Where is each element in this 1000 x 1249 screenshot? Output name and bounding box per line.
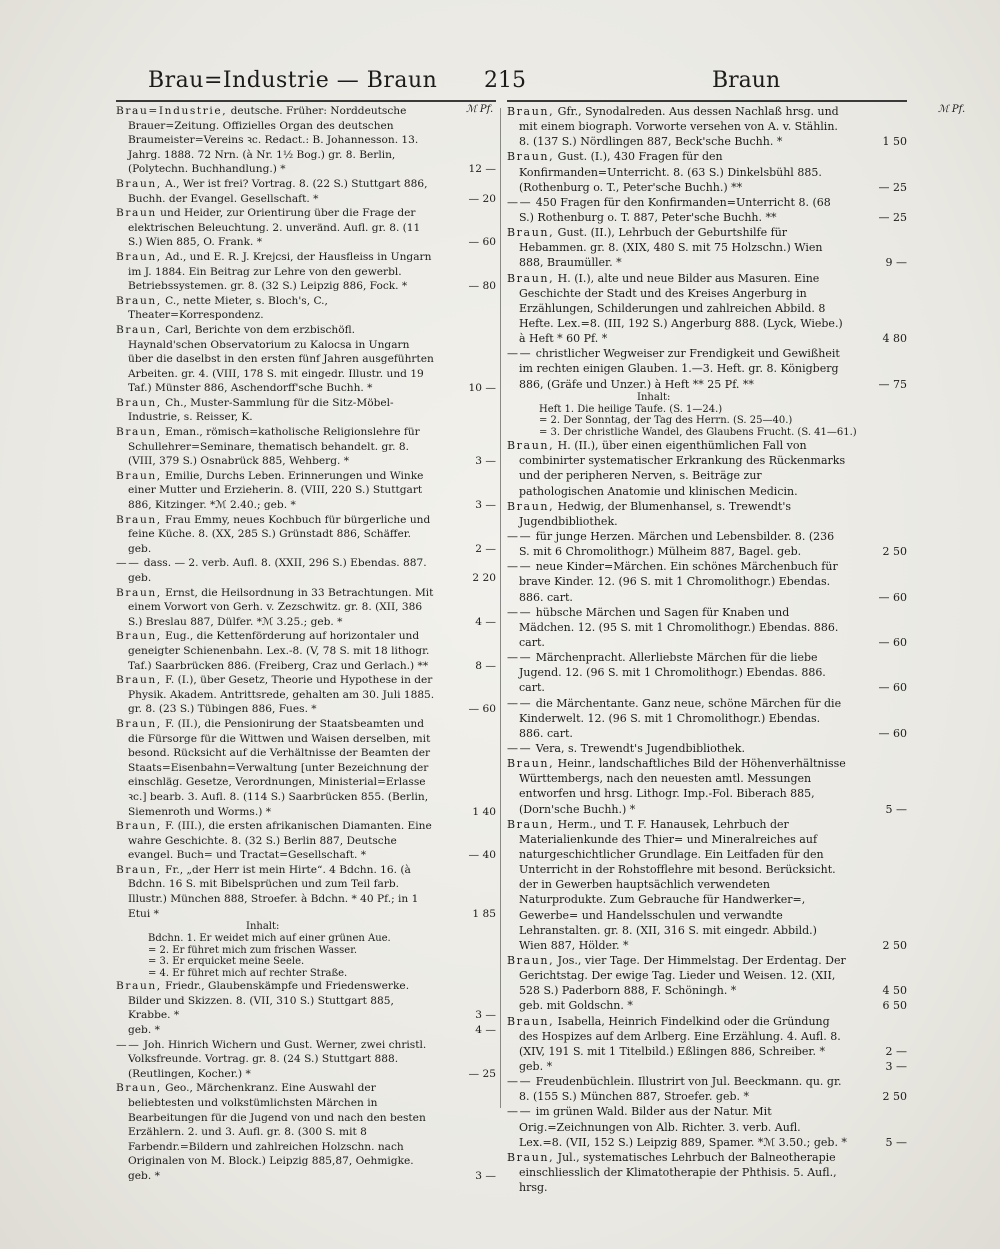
bibliography-entry bbox=[116, 717, 496, 819]
contents-title: Inhalt: bbox=[637, 391, 671, 403]
entry-text: Gust. (II.), Lehrbuch der Geburtshilfe für Hebammen. gr. 8. (XIX, 480 S. mit 75 Holzschn.) Wien 888, Braumüller. * bbox=[519, 226, 823, 270]
entry-price: — 80 bbox=[468, 280, 496, 293]
entry-text: neue Kinder=Märchen. Ein schönes Märchenbuch für brave Kinder. 12. (96 S. mit 1 Chromolithogr.) Ebendas. 886. cart. bbox=[519, 560, 838, 604]
entry-author: Braun, bbox=[116, 863, 162, 876]
entry-author: Braun, bbox=[507, 150, 555, 164]
entry-author: Braun, bbox=[116, 250, 162, 263]
header-left-title: Brau=Industrie — Braun bbox=[148, 68, 438, 93]
entry-author: Braun, bbox=[116, 294, 162, 307]
entry-text: 450 Fragen für den Konfirmanden=Unterricht 8. (68 S.) Rothenburg o. T. 887, Peter'sche Buchh. ** bbox=[519, 195, 831, 224]
entry-author: —— bbox=[507, 696, 533, 710]
header-rule-left bbox=[116, 100, 496, 102]
entry-price: 4 — bbox=[475, 1024, 496, 1037]
bibliography-entry bbox=[116, 979, 496, 1023]
bibliography-entry bbox=[507, 696, 907, 741]
entry-text: Ernst, die Heilsordnung in 33 Betrachtungen. Mit einem Vorwort von Gerh. v. Zezschwitz. gr. 8. (XII, 386 S.) Breslau 887, Dülfer. *ℳ 3.25.; geb. * bbox=[128, 586, 434, 628]
entry-author: Braun, bbox=[116, 820, 162, 833]
bibliography-entry bbox=[116, 629, 496, 673]
entry-author: Braun, bbox=[116, 323, 162, 336]
entry-text: A., Wer ist frei? Vortrag. 8. (22 S.) Stuttgart 886, Buchh. der Evangel. Gesellschaft. * bbox=[128, 177, 428, 205]
entry-author: Braun, bbox=[507, 105, 555, 118]
contents-item: Bdchn. 1. Er weidet mich auf einer grünen Aue. bbox=[148, 933, 391, 945]
entry-text: C., nette Mieter, s. Bloch's, C., Theater=Korrespondenz. bbox=[128, 294, 328, 322]
entry-text: Vera, s. Trewendt's Jugendbibliothek. bbox=[532, 741, 745, 755]
entry-price: 10 — bbox=[468, 382, 496, 395]
bibliography-entry bbox=[116, 104, 496, 177]
entry-text: Gfr., Synodalreden. Aus dessen Nachlaß hrsg. und mit einem biograph. Vorworte versehen von A. v. Stählin. 8. (137 S.) Nördlingen 887, Beck'sche Buchh. * bbox=[519, 105, 839, 149]
entry-author: —— bbox=[116, 1038, 141, 1051]
entry-author: —— bbox=[507, 195, 533, 209]
entry-author: Braun, bbox=[116, 177, 162, 190]
entry-text: H. (I.), alte und neue Bilder aus Masuren. Eine Geschichte der Stadt und des Kreises Angerburg in Erzählungen, Schilderungen und zahlreichen Abbild. 8 Hefte. Lex.=8. (III, 192 S.) Angerburg 888. (Lyck, Wiebe.) à Heft * 60 Pf. * bbox=[519, 271, 843, 346]
contents-item: = 4. Er führet mich auf rechter Straße. bbox=[148, 967, 348, 979]
currency-mark-right: ℳ Pf. bbox=[938, 104, 966, 115]
header-right-title: Braun bbox=[712, 68, 781, 93]
entry-text: geb. * bbox=[128, 1024, 160, 1037]
entry-text: H. (II.), über einen eigenthümlichen Fall von combinirter systematischer Erkrankung des Rückenmarks und der peripheren Nerven, s. Beiträge zur pathologischen Anatomie und klinischen Medicin. bbox=[519, 439, 846, 498]
entry-author: —— bbox=[507, 1105, 533, 1119]
bibliography-entry bbox=[116, 177, 496, 206]
bibliography-entry bbox=[116, 673, 496, 717]
entry-text: Emilie, Durchs Leben. Erinnerungen und Winke einer Mutter und Erzieherin. 8. (VIII, 220 S.) Stuttgart 886, Kitzinger. *ℳ 2.40.; geb. * bbox=[128, 469, 424, 512]
bibliography-entry bbox=[507, 271, 907, 347]
entry-price: 2 20 bbox=[472, 572, 496, 584]
entry-price: 1 50 bbox=[882, 135, 907, 149]
entry-price: — 25 bbox=[878, 180, 907, 194]
entry-author: Braun, bbox=[116, 513, 162, 526]
entry-price: — 60 bbox=[878, 590, 907, 604]
entry-author: Braun, bbox=[116, 717, 162, 730]
entry-text: Herm., und T. F. Hanausek, Lehrbuch der Materialienkunde des Thier= und Mineralreiches auf naturgeschichtlicher Grundlage. Ein Leitfaden für den Unterricht in der Rohstofflehre mit besond. Berücksicht. der in Gewerben hauptsächlich verwendeten Naturprodukte. Zum Gebrauche für Handwerker=, Gewerbe= und Handelsschulen und verwandte Lehranstalten. gr. 8. (XII, 316 S. mit eingedr. Abbild.) Wien 887, Hölder. * bbox=[519, 817, 836, 952]
left-column bbox=[116, 104, 496, 1184]
entry-price: — 60 bbox=[878, 681, 907, 695]
entry-author: Braun, bbox=[507, 1150, 555, 1164]
bibliography-entry bbox=[116, 513, 496, 557]
entry-author: Braun, bbox=[116, 630, 162, 643]
entry-price: 6 50 bbox=[882, 999, 907, 1013]
entry-price: — 25 bbox=[878, 210, 907, 224]
bibliography-entry bbox=[116, 323, 496, 396]
entry-author: Braun, bbox=[116, 586, 162, 599]
entry-author: —— bbox=[507, 741, 533, 755]
entry-author: —— bbox=[507, 530, 533, 544]
entry-price: 3 — bbox=[475, 1009, 496, 1022]
bibliography-entry bbox=[507, 605, 907, 650]
bibliography-entry bbox=[116, 396, 496, 425]
entry-price: 4 50 bbox=[882, 984, 907, 998]
contents-item: = 2. Der Sonntag, der Tag des Herrn. (S. 25—40.) bbox=[539, 415, 793, 427]
bibliography-entry bbox=[507, 953, 907, 998]
entry-price: 2 — bbox=[885, 1044, 907, 1058]
entry-text: geb. mit Goldschn. * bbox=[519, 999, 633, 1013]
contents-block-right bbox=[507, 392, 907, 439]
entry-author: Braun, bbox=[507, 499, 555, 513]
entry-price: 1 40 bbox=[472, 805, 496, 818]
bibliography-entry bbox=[116, 1038, 496, 1082]
entry-price: — 60 bbox=[878, 636, 907, 649]
entry-author: Braun, bbox=[116, 396, 162, 409]
entry-price: 9 — bbox=[885, 256, 907, 270]
entry-text: F. (II.), die Pensionirung der Staatsbeamten und die Fürsorge für die Wittwen und Waisen derselben, mit besond. Rücksicht auf die Verhältnisse der Beamten der Staats=Eisenbahn=Verwaltung [unter Bezeichnung der einschläg. Gesetze, Verordnungen, Ministerial=Erlasse ꝛc.] bearb. 3. Aufl. 8. (114 S.) Saarbrücken 855. (Berlin, Siemenroth und Worms.) * bbox=[128, 717, 431, 818]
entry-author: Braun, bbox=[507, 817, 555, 831]
entry-text: im grünen Wald. Bilder aus der Natur. Mit Orig.=Zeichnungen von Alb. Richter. 3. verb. Aufl. Lex.=8. (VII, 152 S.) Leipzig 889, Spamer. *ℳ 3.50.; geb. * bbox=[519, 1105, 847, 1149]
entry-text: Isabella, Heinrich Findelkind oder die Gründung des Hospizes auf dem Arlberg. Eine Erzählung. 4. Aufl. 8. (XIV, 191 S. mit 1 Titelbild.) Eßlingen 886, Schreiber. * bbox=[519, 1014, 841, 1058]
bibliography-entry bbox=[116, 425, 496, 469]
bibliography-entry bbox=[507, 499, 907, 529]
entry-text: Eug., die Kettenförderung auf horizontaler und geneigter Schienenbahn. Lex.-8. (V, 78 S. mit 18 lithogr. Taf.) Saarbrücken 886. (Freiberg, Craz und Gerlach.) ** bbox=[128, 630, 430, 672]
bibliography-entry bbox=[507, 529, 907, 559]
entry-price: 2 50 bbox=[882, 1090, 907, 1104]
bibliography-entry bbox=[507, 1014, 907, 1059]
entry-author: Braun, bbox=[116, 980, 162, 993]
column-divider bbox=[500, 108, 501, 1108]
entry-price: — 40 bbox=[468, 849, 496, 862]
right-column bbox=[507, 104, 907, 1195]
entry-price: — 60 bbox=[468, 703, 496, 716]
entry-author: —— bbox=[507, 651, 533, 665]
contents-item: = 2. Er führet mich zum frischen Wasser. bbox=[148, 944, 358, 956]
entry-author: Brau=Industrie, bbox=[116, 105, 228, 117]
entry-price: 2 50 bbox=[882, 938, 907, 952]
entry-text: Freudenbüchlein. Illustrirt von Jul. Beeckmann. qu. gr. 8. (155 S.) München 887, Stroefer. geb. * bbox=[519, 1075, 842, 1104]
entry-author: Braun, bbox=[507, 953, 555, 967]
entry-text: Gust. (I.), 430 Fragen für den Konfirmanden=Unterricht. 8. (63 S.) Dinkelsbühl 885. (Rothenburg o. T., Peter'sche Buchh.) ** bbox=[519, 150, 822, 194]
entry-author: —— bbox=[507, 605, 533, 619]
entry-text: Frau Emmy, neues Kochbuch für bürgerliche und feine Küche. 8. (XX, 285 S.) Grünstadt 886, Schäffer. geb. bbox=[128, 513, 431, 555]
entry-text: christlicher Wegweiser zur Frendigkeit und Gewißheit im rechten einigen Glauben. 1.—3. Heft. gr. 8. Königberg 886, (Gräfe und Unzer.) à Heft ** 25 Pf. ** bbox=[519, 347, 840, 391]
entry-text: F. (III.), die ersten afrikanischen Diamanten. Eine wahre Geschichte. 8. (32 S.) Berlin 887, Deutsche evangel. Buch= und Tractat=Gesellschaft. * bbox=[128, 820, 432, 862]
bibliography-entry bbox=[507, 741, 907, 756]
entry-text: Jos., vier Tage. Der Himmelstag. Der Erdentag. Der Gerichtstag. Der ewige Tag. Lieder und Weisen. 12. (XII, 528 S.) Paderborn 888, F. Schöningh. * bbox=[519, 953, 846, 998]
entry-text: Ch., Muster-Sammlung für die Sitz-Möbel-Industrie, s. Reisser, K. bbox=[128, 396, 394, 424]
entry-text: und Heider, zur Orientirung über die Frage der elektrischen Beleuchtung. 2. unveränd. Aufl. gr. 8. (11 S.) Wien 885, O. Frank. * bbox=[128, 207, 421, 249]
entry-author: Braun, bbox=[507, 271, 555, 285]
entry-price: — 25 bbox=[468, 1067, 496, 1080]
entry-author: Braun bbox=[116, 207, 157, 220]
bibliography-entry bbox=[507, 438, 907, 499]
entry-price: 8 — bbox=[475, 659, 496, 672]
page-number: 215 bbox=[484, 68, 526, 93]
bibliography-entry bbox=[507, 559, 907, 604]
entry-price: 4 80 bbox=[882, 332, 907, 346]
entry-author: —— bbox=[507, 1075, 533, 1089]
entry-author: Braun, bbox=[116, 426, 162, 439]
entry-text: die Märchentante. Ganz neue, schöne Märchen für die Kinderwelt. 12. (96 S. mit 1 Chromolithogr.) Ebendas. 886. cart. bbox=[519, 696, 842, 740]
entry-price: — 75 bbox=[878, 377, 907, 391]
entry-text: Heinr., landschaftliches Bild der Höhenverhältnisse Württembergs, nach den neuesten amtl. Messungen entworfen und hrsg. Lithogr. Imp.-Fol. Biberach 885, (Dorn'sche Buchh.) * bbox=[519, 757, 846, 816]
bibliography-entry bbox=[507, 650, 907, 695]
bibliography-entry bbox=[116, 556, 496, 585]
entry-text: Geo., Märchenkranz. Eine Auswahl der beliebtesten und volkstümlichsten Märchen in Bearbeitungen für die Jugend von und nach den besten Erzählern. 2. und 3. Aufl. gr. 8. (300 S. mit 8 Farbendr.=Bildern und zahlreichen Holzschn. nach Originalen von M. Block.) Leipzig 885,87, Oehmigke. geb. * bbox=[128, 1082, 426, 1182]
entry-price: 5 — bbox=[885, 1135, 907, 1149]
bibliography-entry bbox=[507, 1150, 907, 1195]
bibliography-entry bbox=[507, 346, 907, 391]
entry-text: F. (I.), über Gesetz, Theorie und Hypothese in der Physik. Akadem. Antrittsrede, gehalten am 30. Juli 1885. gr. 8. (23 S.) Tübingen 886, Fues. * bbox=[128, 674, 435, 716]
bibliography-entry bbox=[116, 586, 496, 630]
entry-text: geb. * bbox=[519, 1059, 553, 1073]
entry-text: deutsche. Früher: Norddeutsche Brauer=Zeitung. Offizielles Organ des deutschen Braumeister=Vereins ꝛc. Redact.: B. Johannesson. 13. Jahrg. 1888. 72 Nrn. (à Nr. 1½ Bog.) gr. 8. Berlin, (Polytechn. Buchhandlung.) * bbox=[128, 105, 419, 176]
entry-author: —— bbox=[507, 347, 533, 361]
entry-author: Braun, bbox=[116, 674, 162, 687]
entry-author: Braun, bbox=[116, 469, 162, 482]
entry-text: Friedr., Glaubenskämpfe und Friedenswerke. Bilder und Skizzen. 8. (VII, 310 S.) Stuttgart 885, Krabbe. * bbox=[128, 980, 410, 1022]
entry-author: Braun, bbox=[507, 226, 555, 240]
bibliography-entry bbox=[116, 469, 496, 513]
entry-text: Carl, Berichte von dem erzbischöfl. Haynald'schen Observatorium zu Kalocsa in Ungarn über die daselbst in den ersten fünf Jahren ausgeführten Arbeiten. gr. 4. (VIII, 178 S. mit eingedr. Illustr. und 19 Taf.) Münster 886, Aschendorff'sche Buchh. * bbox=[128, 323, 434, 395]
entry-author: Braun, bbox=[507, 439, 555, 453]
header-rule-right bbox=[507, 100, 907, 102]
bibliography-entry bbox=[507, 817, 907, 953]
entry-price: 3 — bbox=[885, 1059, 907, 1073]
entry-price: 2 — bbox=[475, 542, 496, 555]
entry-author: —— bbox=[507, 560, 533, 574]
entry-text: Ad., und E. R. J. Krejcsi, der Hausfleiss in Ungarn im J. 1884. Ein Beitrag zur Lehre von den gewerbl. Betriebssystemen. gr. 8. (32 S.) Leipzig 886, Fock. * bbox=[128, 250, 432, 293]
entry-text: für junge Herzen. Märchen und Lebensbilder. 8. (236 S. mit 6 Chromolithogr.) Mülheim 887, Bagel. geb. bbox=[519, 530, 835, 559]
bibliography-entry bbox=[507, 998, 907, 1013]
entry-text: hübsche Märchen und Sagen für Knaben und Mädchen. 12. (95 S. mit 1 Chromolithogr.) Ebendas. 886. cart. bbox=[519, 605, 839, 649]
entry-price: — 20 bbox=[468, 192, 496, 205]
contents-item: Heft 1. Die heilige Taufe. (S. 1—24.) bbox=[539, 403, 723, 415]
entry-text: Märchenpracht. Allerliebste Märchen für die liebe Jugend. 12. (96 S. mit 1 Chromolithogr.) Ebendas. 886. cart. bbox=[519, 651, 826, 695]
entry-price: — 60 bbox=[878, 726, 907, 740]
entry-price: 2 50 bbox=[882, 545, 907, 559]
bibliography-entry bbox=[507, 1074, 907, 1104]
entry-author: Braun, bbox=[507, 757, 555, 771]
bibliography-entry bbox=[116, 294, 496, 323]
bibliography-entry bbox=[507, 149, 907, 194]
contents-block-left bbox=[116, 921, 496, 979]
bibliography-entry bbox=[116, 819, 496, 863]
entry-text: dass. — 2. verb. Aufl. 8. (XXII, 296 S.) Ebendas. 887. geb. bbox=[128, 557, 427, 584]
bibliography-entry bbox=[116, 206, 496, 250]
running-header bbox=[0, 68, 1000, 102]
entry-price: 1 85 bbox=[472, 907, 496, 920]
bibliography-entry bbox=[116, 1023, 496, 1038]
entry-text: Eman., römisch=katholische Religionslehre für Schullehrer=Seminare, thematisch behandelt. gr. 8. (VIII, 379 S.) Osnabrück 885, Wehberg. * bbox=[128, 426, 420, 468]
entry-price: 3 — bbox=[475, 1169, 496, 1182]
entry-price: 3 — bbox=[475, 455, 496, 468]
contents-item: = 3. Er erquicket meine Seele. bbox=[148, 956, 305, 968]
entry-price: — 60 bbox=[468, 236, 496, 249]
currency-mark-left: ℳ Pf. bbox=[466, 104, 494, 115]
entry-price: 3 — bbox=[475, 499, 496, 512]
bibliography-entry bbox=[507, 104, 907, 149]
bibliography-entry bbox=[507, 756, 907, 817]
entry-text: Hedwig, der Blumenhansel, s. Trewendt's Jugendbibliothek. bbox=[519, 499, 792, 528]
entry-text: Jul., systematisches Lehrbuch der Balneotherapie einschliesslich der Klimatotherapie der Phthisis. 5. Aufl., hrsg. bbox=[519, 1150, 837, 1195]
entry-author: Braun, bbox=[116, 1082, 162, 1095]
bibliography-entry bbox=[507, 1059, 907, 1074]
entry-text: Fr., „der Herr ist mein Hirte“. 4 Bdchn. 16. (à Bdchn. 16 S. mit Bibelsprüchen und zum Teil farb. Illustr.) München 888, Stroefer. à Bdchn. * 40 Pf.; in 1 Etui * bbox=[128, 863, 419, 920]
entry-text: Joh. Hinrich Wichern und Gust. Werner, zwei christl. Volksfreunde. Vortrag. gr. 8. (24 S.) Stuttgart 888. (Reutlingen, Kocher.) * bbox=[128, 1038, 427, 1080]
bibliography-entry bbox=[507, 195, 907, 225]
bibliography-entry bbox=[507, 225, 907, 270]
bibliography-entry bbox=[116, 1081, 496, 1183]
bibliography-entry bbox=[116, 863, 496, 921]
contents-title: Inhalt: bbox=[246, 921, 280, 933]
entry-author: —— bbox=[116, 557, 141, 570]
entry-author: Braun, bbox=[507, 1014, 555, 1028]
entry-price: 12 — bbox=[468, 163, 496, 176]
entry-price: 5 — bbox=[885, 802, 907, 816]
entry-price: 4 — bbox=[475, 615, 496, 628]
bibliography-entry bbox=[116, 250, 496, 294]
contents-item: = 3. Der christliche Wandel, des Glaubens Frucht. (S. 41—61.) bbox=[539, 426, 857, 438]
bibliography-entry bbox=[507, 1104, 907, 1149]
